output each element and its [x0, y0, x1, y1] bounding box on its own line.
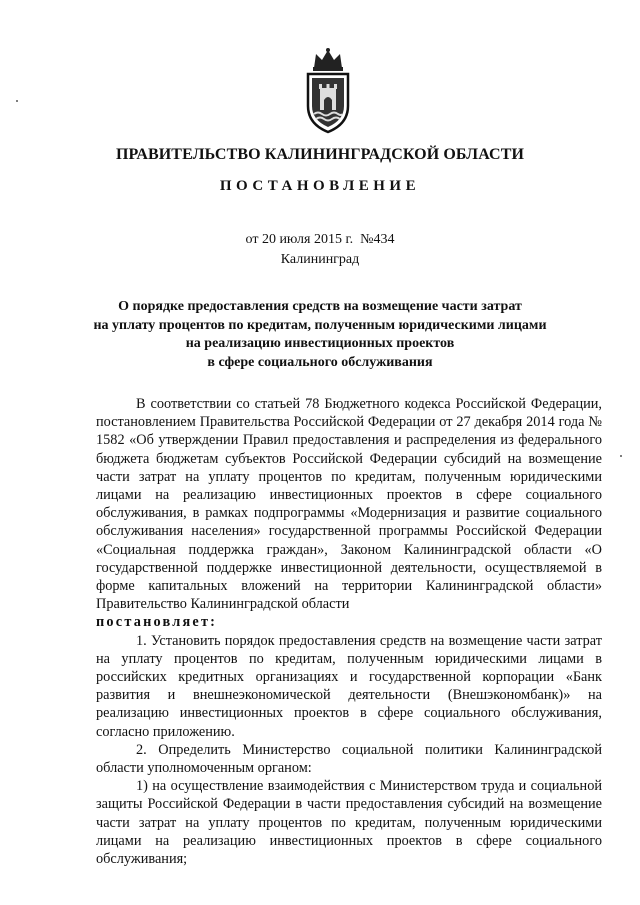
- decree-word: постановляет:: [96, 614, 218, 631]
- scan-speck: [16, 100, 18, 102]
- document-number: 434: [373, 232, 395, 247]
- item-1-paragraph: 1. Установить порядок предоставления средств на возмещение части затрат на уплату процентов по кредитам, полученным юридическими лицами в российских кредитных организациях и государственной корпорации «Банк развития и внешнеэкономической деятельности (Внешэкономбанк)» на реализацию инвестиционных проектов в сфере социального обслуживания, согласно приложению.: [96, 632, 602, 740]
- government-title: ПРАВИТЕЛЬСТВО КАЛИНИНГРАДСКОЙ ОБЛАСТИ: [115, 146, 525, 163]
- scan-speck: [620, 455, 622, 457]
- date-day: 20: [261, 232, 276, 247]
- date-month: июля: [279, 232, 311, 247]
- subject-line: на реализацию инвестиционных проектов: [185, 336, 455, 351]
- item-2-1-paragraph: 1) на осуществление взаимодействия с Министерством труда и социальной защиты Российской Федерации в части предоставления субсидий на возмещение части затрат на уплату процентов по кредитам, полученным юридическими лицами на реализацию инвестиционных проектов в сфере социального обслуживания;: [96, 778, 602, 868]
- preamble-paragraph: В соответствии со статьей 78 Бюджетного кодекса Российской Федерации, постановлением Правительства Российской Федерации от 27 декабря 2014 года № 1582 «Об утверждении Правил предоставления и распределения из федерального бюджета бюджетам субъектов Российской Федерации субсидий на возмещение части затрат на уплату процентов по кредитам, полученным юридическими лицами на реализацию инвестиционных проектов в сфере социального обслуживания, в рамках подпрограммы «Модернизация и развитие социального обслуживания населения» государственной программы Российской Федерации «Социальная поддержка граждан», Законом Калининградской области «О государственной поддержке инвестиционной деятельности, осуществляемой в форме капитальных вложений на территории Калининградской области» Правительство Калининградской области: [96, 396, 602, 613]
- date-prefix: от: [245, 232, 259, 247]
- city: Калининград: [280, 252, 360, 267]
- document-body: [96, 395, 602, 868]
- document-subject: [80, 298, 560, 372]
- coat-of-arms-emblem: [298, 46, 358, 136]
- subject-line: в сфере социального обслуживания: [207, 354, 433, 370]
- number-label: №: [360, 232, 374, 247]
- subject-line: О порядке предоставления средств на возмещение части затрат: [118, 299, 522, 314]
- date-year: 2015 г.: [313, 232, 354, 247]
- subject-line: на уплату процентов по кредитам, полученным юридическими лицами: [93, 317, 547, 333]
- document-date-number: [0, 232, 640, 248]
- item-2-paragraph: 2. Определить Министерство социальной политики Калининградской области уполномоченным органом:: [96, 741, 602, 777]
- document-type: ПОСТАНОВЛЕНИЕ: [219, 178, 421, 194]
